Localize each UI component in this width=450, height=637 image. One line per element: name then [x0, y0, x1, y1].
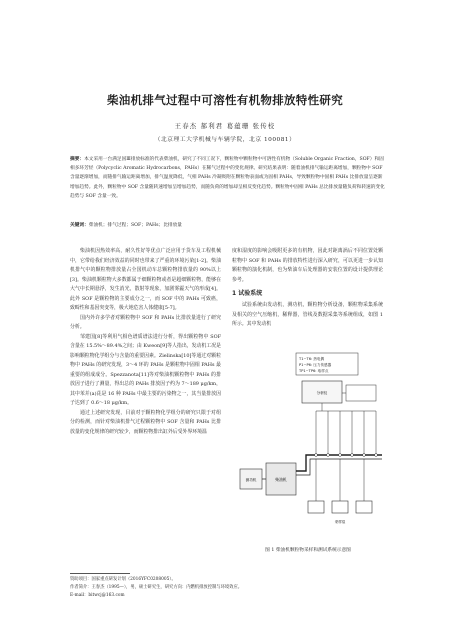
- engine-label: 柴油机: [275, 477, 287, 482]
- body-paragraph: 邹建国[8]等利用气相色谱质谱法进行分析，得出颗粒物中 SOF 含量在 15.5%～89.4%之间；由 Kweon[9]等人指出，发动机工况是影响颗粒物化学组分与含量的重要因素。Zielinska[10]等通过对颗粒物中 PAHs 的研究发现，3～4 环的 PAHs 是颗粒物中固相 PAHs 最重要的组成成分。Spezzanota[11]等对柴油机颗粒物中 PAHs 的排放因子进行了测量，得出总的 PAHs 排放因子约为 7～189 μg/km，其中苯并(a)芘是 16 种 PAHs 中最主要的污染物之一，其当量排放因子达到了 0.6～18 μg/km。: [70, 333, 221, 406]
- legend-sampling: TP1~TP6: 取样点: [299, 369, 329, 373]
- footnotes: [70, 576, 390, 600]
- paper-title: 柴油机排气过程中可溶性有机物排放特性研究: [107, 93, 343, 107]
- footnote-email: E-mail：bitwcj@163.com: [70, 593, 125, 598]
- footnote-divider: [70, 573, 130, 574]
- exhaust-pipe: [296, 455, 382, 471]
- figure-1: [236, 351, 384, 531]
- section-heading: 1 试验系统: [232, 290, 263, 297]
- keywords-label: 关键词：: [70, 223, 89, 228]
- keywords: [70, 221, 385, 230]
- exhaust-pipe-inner: [296, 459, 382, 475]
- dyno-label: 测功机: [245, 478, 257, 482]
- author-list: 王春杰 郝利君 葛蕴珊 张传校: [174, 122, 276, 130]
- filter-units: [308, 501, 372, 513]
- abstract-text: 本文采用一台满足国Ⅲ排放标准的代表柴油机，研究了不同工况下，颗粒物中颗粒物中可溶性有机物（Soluble Organic Fraction，SOF）和固相多环芳烃（Polycyclic Aromatic Hydrocarbons，PAHs）在稀气过程中的变化规律。研究结果表明：随着油机排气输运距离增加，颗粒物中 SOF 含量逐渐增加，而随排气输运距离增加，排气温度降低，气相 PAHs 冷凝吸附在颗粒物表面或为固相 PAHs，导致颗粒物中固相 PAHs 比排放量呈逐渐增加趋势。此外，颗粒物中 SOF 含量随转速增加呈增加趋势，而随负荷的增加却呈相反变化趋势。颗粒物中固相 PAHs 总比排放量随负荷和转速的变化趋势与 SOF 含量一致。: [70, 157, 385, 199]
- right-column-top: [232, 247, 383, 285]
- sampling-lines: [316, 411, 376, 501]
- body-paragraph: 国内外许多学者对颗粒物中 SOF 和 PAHs 比排放量进行了研究分析。: [70, 314, 221, 330]
- left-column: [70, 247, 221, 437]
- abstract: [70, 155, 385, 201]
- body-paragraph: 通过上述研究发现，目前对于颗粒物化学组分的研究只限于对组分的检测，而针对柴油机排气过程颗粒物中 SOF 含量和 PAHs 比排放量的变化规律的研究较少，而颗粒物排出缸外后受外界环境温: [70, 409, 221, 435]
- footnote-author: 作者简介：王春杰（1995—），男，硕士研究生，研究方向：内燃机排放控制与环境效应。: [70, 585, 243, 590]
- analyzer-label: 分析仪: [316, 391, 328, 395]
- affiliation: （北京理工大学机械与车辆学院，北京 100081）: [154, 137, 296, 143]
- footnote-funding: 资助项目：国家重点研发计划（2016YFC0208005）。: [70, 577, 176, 582]
- figure-caption: 图 1 柴油机颗粒物采样和测试系统示意图: [265, 548, 351, 553]
- control-box: [346, 385, 376, 401]
- body-paragraph: 度和湿度的影响会吸附更多的有机物，因此对距离涡后不同位置处颗粒物中 SOF 和 PAHs 的排放特性进行深入研究，可以更进一步认知颗粒物的演化机制，也为柴油车后处理器的安装位置的设计提供理论参考。: [232, 248, 383, 283]
- right-column-body: [232, 301, 383, 330]
- keywords-text: 柴油机；排气过程；SOF；PAHs；比排放量: [88, 223, 182, 228]
- abstract-label: 摘要：: [70, 157, 85, 162]
- pump-label: 采样泵: [334, 520, 346, 524]
- legend-pressure: P1~P6: 压力传感器: [299, 363, 332, 367]
- legend-thermocouple: T1~T6: 热电偶: [299, 357, 325, 361]
- test-system-diagram: [236, 351, 384, 531]
- body-paragraph: 柴油机因热效率高，耐久性好等优点广泛应用于货车及工程机械中，它带给我们经济效益的同时也带来了严重的环境污染[1-2]。柴油机排气中的颗粒物排放量占全国机动车总颗粒物排放量的 90%以上[3]。柴油机颗粒物大多数都属于细颗粒物或者是超细颗粒物，能够在大气中长期悬浮，发生消光，散射等现象，加剧雾霾天气的形成[4]。此外 SOF 是颗粒物的主要成分之一，而 SOF 中的 PAHs 可致癌，致畸性和基因突变等，极大地危害人体健康[5-7]。: [70, 248, 221, 311]
- body-paragraph: 试验系统由发动机，测功机，颗粒物分析设备，颗粒物采集系统及相关的空气压缩机，稀释器，管线及数据采集等系统组成，如图 1 所示。其中发动机: [232, 302, 383, 327]
